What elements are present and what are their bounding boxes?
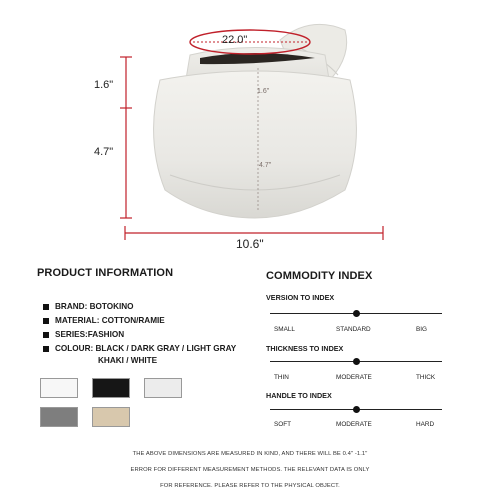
index-label-thick: THICK <box>416 374 436 381</box>
footer-line-2: ERROR FOR DIFFERENT MEASUREMENT METHODS. THE RELEVANT DATA IS ONLY <box>130 467 370 473</box>
bullet-icon <box>43 332 49 338</box>
bullet-icon <box>43 318 49 324</box>
crown-height-label: 1.6" <box>94 79 114 91</box>
index-label-soft: SOFT <box>274 421 292 428</box>
index-label-standard: STANDARD <box>336 326 371 333</box>
index-label-moderate-2: MODERATE <box>336 421 372 428</box>
index-title-version: VERSION TO INDEX <box>266 293 335 302</box>
swatch-khaki <box>92 407 130 427</box>
footer-line-3: FOR REFERENCE. PLEASE REFER TO THE PHYSICAL OBJECT. <box>160 483 340 489</box>
swatch-black <box>92 378 130 398</box>
index-label-big: BIG <box>416 326 428 333</box>
colour-text: COLOUR: BLACK / DARK GRAY / LIGHT GRAY <box>55 344 237 353</box>
swatch-dark-gray <box>40 407 78 427</box>
material-text: MATERIAL: COTTON/RAMIE <box>55 316 165 325</box>
commodity-index-heading: COMMODITY INDEX <box>266 270 373 282</box>
bullet-icon <box>43 346 49 352</box>
index-marker-thickness <box>353 358 360 365</box>
inner-crown-height-label: 1.6" <box>257 88 270 95</box>
colour-line <box>43 344 236 353</box>
material-line <box>43 316 236 325</box>
brim-height-label: 4.7" <box>94 146 114 158</box>
circumference-label: 22.0" <box>222 34 248 46</box>
index-title-handle: HANDLE TO INDEX <box>266 391 332 400</box>
product-info-heading: PRODUCT INFORMATION <box>37 267 174 279</box>
index-title-thickness: THICKNESS TO INDEX <box>266 344 344 353</box>
index-marker-handle <box>353 406 360 413</box>
inner-brim-height-label: 4.7" <box>259 162 272 169</box>
index-label-hard: HARD <box>416 421 435 428</box>
colour-continued: KHAKI / WHITE <box>98 356 158 365</box>
index-marker-version <box>353 310 360 317</box>
product-info-list <box>43 302 236 365</box>
swatch-white <box>40 378 78 398</box>
series-text: SERIES:FASHION <box>55 330 125 339</box>
index-label-moderate: MODERATE <box>336 374 372 381</box>
brand-text: BRAND: BOTOKINO <box>55 302 134 311</box>
swatch-light-gray <box>144 378 182 398</box>
index-label-small: SMALL <box>274 326 295 333</box>
index-label-thin: THIN <box>274 374 289 381</box>
commodity-index-panel <box>262 290 447 432</box>
bullet-icon <box>43 304 49 310</box>
series-line <box>43 330 236 339</box>
brand-line <box>43 302 236 311</box>
width-label: 10.6" <box>236 237 264 251</box>
footer-line-1: THE ABOVE DIMENSIONS ARE MEASURED IN KIND, AND THERE WILL BE 0.4" -1.1" <box>132 451 368 457</box>
